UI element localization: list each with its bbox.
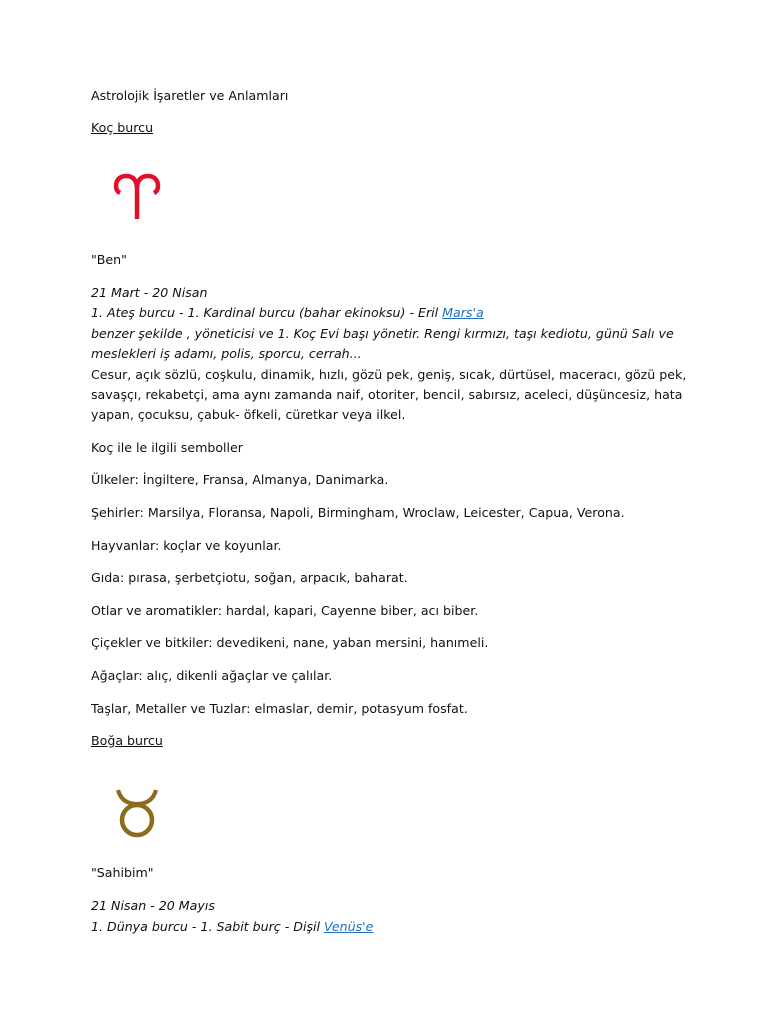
aries-symbol-icon: [113, 173, 161, 221]
mars-link[interactable]: Mars'a: [442, 305, 484, 320]
aries-stones: Taşlar, Metaller ve Tuzlar: elmaslar, demir, potasyum fosfat.: [91, 701, 468, 716]
aries-traits-1: Cesur, açık sözlü, coşkulu, dinamik, hızlı, gözü pek, geniş, sıcak, dürtüsel, maceracı, gözü pek,: [91, 367, 687, 382]
taurus-dates: 21 Nisan - 20 Mayıs: [91, 898, 215, 913]
taurus-symbol-icon: [113, 787, 161, 839]
aries-animals: Hayvanlar: koçlar ve koyunlar.: [91, 538, 282, 553]
aries-line-3: meslekleri iş adamı, polis, sporcu, cerrah...: [91, 346, 362, 361]
aries-line-1: [91, 303, 484, 323]
aries-line-1-text: 1. Ateş burcu - 1. Kardinal burcu (bahar ekinoksu) - Eril: [91, 305, 443, 320]
aries-countries: Ülkeler: İngiltere, Fransa, Almanya, Danimarka.: [91, 472, 389, 487]
aries-heading: Koç burcu: [91, 120, 154, 135]
aries-flowers: Çiçekler ve bitkiler: devedikeni, nane, yaban mersini, hanımeli.: [91, 635, 489, 650]
aries-motto: "Ben": [91, 252, 127, 267]
aries-herbs: Otlar ve aromatikler: hardal, kapari, Cayenne biber, acı biber.: [91, 603, 479, 618]
taurus-line-1: [91, 917, 373, 937]
aries-line-2: benzer şekilde , yöneticisi ve 1. Koç Evi başı yönetir. Rengi kırmızı, taşı kediotu, günü Salı ve: [91, 326, 674, 341]
aries-traits-3: yapan, çocuksu, çabuk- öfkeli, cüretkar veya ilkel.: [91, 407, 406, 422]
venus-link[interactable]: Venüs'e: [324, 919, 374, 934]
aries-trees: Ağaçlar: alıç, dikenli ağaçlar ve çalılar.: [91, 668, 333, 683]
aries-food: Gıda: pırasa, şerbetçiotu, soğan, arpacık, baharat.: [91, 570, 408, 585]
taurus-line-1-text: 1. Dünya burcu - 1. Sabit burç - Dişil: [91, 919, 325, 934]
taurus-motto: "Sahibim": [91, 865, 154, 880]
aries-dates: 21 Mart - 20 Nisan: [91, 285, 208, 300]
taurus-heading: Boğa burcu: [91, 733, 163, 748]
aries-symbols-heading: Koç ile le ilgili semboller: [91, 440, 243, 455]
aries-traits-2: savaşçı, rekabetçi, ama aynı zamanda naif, otoriter, bencil, sabırsız, aceleci, düşüncesiz, hata: [91, 387, 683, 402]
document-title: Astrolojik İşaretler ve Anlamları: [91, 88, 289, 103]
aries-cities: Şehirler: Marsilya, Floransa, Napoli, Birmingham, Wroclaw, Leicester, Capua, Verona.: [91, 505, 625, 520]
